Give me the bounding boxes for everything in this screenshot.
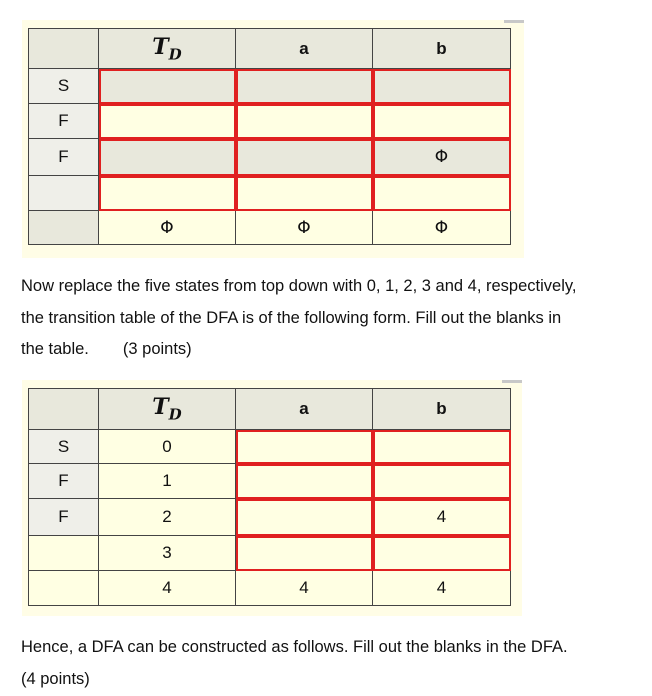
cell-value: Φ bbox=[373, 139, 511, 176]
table-row bbox=[29, 571, 511, 606]
paragraph-line: the transition table of the DFA is of the following form. Fill out the blanks in bbox=[21, 308, 562, 327]
row-label: F bbox=[29, 464, 99, 499]
instruction-paragraph-2 bbox=[21, 632, 568, 695]
table-row bbox=[29, 139, 511, 176]
row-label: F bbox=[29, 499, 99, 536]
blank-cell[interactable] bbox=[99, 104, 236, 139]
table-row bbox=[29, 499, 511, 536]
table-header-row bbox=[29, 389, 511, 430]
points-label: (3 points) bbox=[122, 340, 192, 358]
blank-cell[interactable] bbox=[236, 104, 373, 139]
paragraph-text: the table. bbox=[21, 340, 89, 358]
table-row bbox=[29, 176, 511, 211]
row-label: F bbox=[29, 104, 99, 139]
row-label: S bbox=[29, 430, 99, 464]
transition-table-2 bbox=[22, 380, 522, 616]
cell-value: 4 bbox=[236, 571, 373, 606]
cell-value: 4 bbox=[373, 499, 511, 536]
header-a: a bbox=[236, 389, 373, 430]
row-label: F bbox=[29, 139, 99, 176]
state-number: 3 bbox=[99, 536, 236, 571]
transition-table-1 bbox=[22, 20, 524, 258]
blank-cell[interactable] bbox=[373, 536, 511, 571]
table-header-row bbox=[29, 29, 511, 69]
blank-cell[interactable] bbox=[373, 430, 511, 464]
table-1-grid bbox=[28, 28, 511, 245]
table-row bbox=[29, 104, 511, 139]
instruction-paragraph-1 bbox=[21, 271, 576, 366]
table-2-grid bbox=[28, 388, 511, 606]
header-td: $T_D$ bbox=[99, 389, 236, 430]
row-label bbox=[29, 211, 99, 245]
blank-cell[interactable] bbox=[236, 499, 373, 536]
state-number: 4 bbox=[99, 571, 236, 606]
table-row bbox=[29, 211, 511, 245]
header-td: $T_D$ bbox=[99, 29, 236, 69]
paragraph-line: Now replace the five states from top down with 0, 1, 2, 3 and 4, respectively, bbox=[21, 277, 577, 295]
header-corner bbox=[29, 389, 99, 430]
blank-cell[interactable] bbox=[373, 176, 511, 211]
header-a: a bbox=[236, 29, 373, 69]
blank-cell[interactable] bbox=[236, 430, 373, 464]
state-number: 2 bbox=[99, 499, 236, 536]
blank-cell[interactable] bbox=[236, 69, 373, 104]
blank-cell[interactable] bbox=[236, 536, 373, 571]
cell-value: Φ bbox=[373, 211, 511, 245]
paragraph-line bbox=[21, 334, 576, 366]
row-label: S bbox=[29, 69, 99, 104]
row-label bbox=[29, 536, 99, 571]
blank-cell[interactable] bbox=[373, 69, 511, 104]
table-row bbox=[29, 69, 511, 104]
table-row bbox=[29, 430, 511, 464]
table-row bbox=[29, 536, 511, 571]
paragraph-line: Hence, a DFA can be constructed as follows. Fill out the blanks in the DFA. bbox=[21, 638, 568, 656]
cell-value: Φ bbox=[236, 211, 373, 245]
cell-value: 4 bbox=[373, 571, 511, 606]
blank-cell[interactable] bbox=[236, 139, 373, 176]
blank-cell[interactable] bbox=[99, 69, 236, 104]
table-row bbox=[29, 464, 511, 499]
points-label: (4 points) bbox=[21, 669, 90, 688]
state-number: 1 bbox=[99, 464, 236, 499]
blank-cell[interactable] bbox=[373, 464, 511, 499]
header-b: b bbox=[373, 389, 511, 430]
blank-cell[interactable] bbox=[236, 464, 373, 499]
table-top-rule bbox=[504, 20, 524, 23]
blank-cell[interactable] bbox=[373, 104, 511, 139]
header-corner bbox=[29, 29, 99, 69]
blank-cell[interactable] bbox=[236, 176, 373, 211]
header-b: b bbox=[373, 29, 511, 69]
row-label bbox=[29, 571, 99, 606]
row-label bbox=[29, 176, 99, 211]
blank-cell[interactable] bbox=[99, 176, 236, 211]
blank-cell[interactable] bbox=[99, 139, 236, 176]
state-number: 0 bbox=[99, 430, 236, 464]
table-top-rule bbox=[502, 380, 522, 383]
cell-value: Φ bbox=[99, 211, 236, 245]
